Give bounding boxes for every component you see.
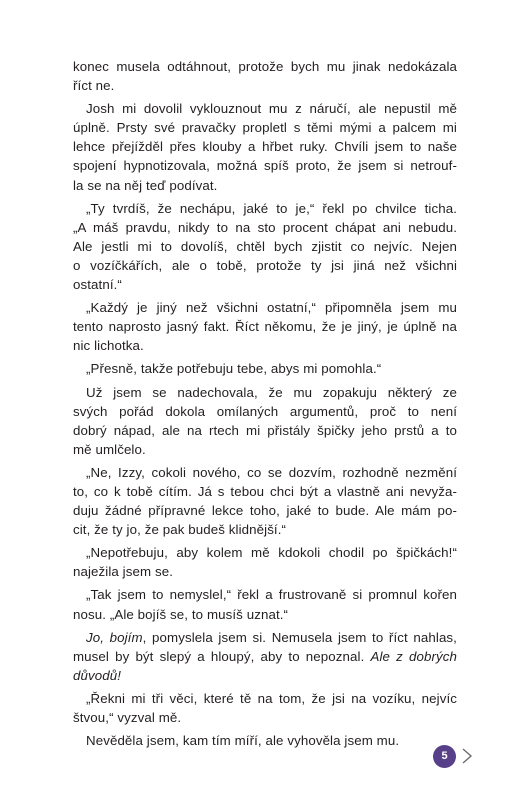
text-line: Nevěděla jsem, kam tím míří, ale vyhověla jsem mu. [86,733,400,749]
text-line: „Každý je jiný než všichni ostatní,“ připomněla jsem mu [86,300,457,316]
paragraph [73,543,457,581]
book-page-text [73,57,457,750]
text-line: úplně. Prsty své pravačky propletl s těmi mými a palcem mi [73,120,457,136]
text-line: duju žádné přípravné lekce toho, jaké to bude. Ale mám po- [73,503,457,519]
text-line: spojení hypnotizovala, možná spíš proto, že jsem si netrouf- [73,158,457,174]
text-run: , pomyslela jsem si. Nemusela jsem to říct nahlas, [142,629,457,645]
paragraph [73,731,457,750]
italic-text: důvodů! [73,667,122,683]
paragraph [73,463,457,539]
text-line: „Tak jsem to nemyslel,“ řekl a frustrovaně si promnul kořen [86,587,457,603]
text-line: „A máš pravdu, nikdy to na sto procent chápat ani nebudu. [73,219,457,235]
text-line: cit, že ty jo, že pak budeš klidnější.“ [73,522,287,538]
text-line: nic lichotka. [73,338,144,354]
paragraph [73,585,457,623]
page-navigation [433,744,483,768]
text-line: dobrý nápad, ale na rtech mi přistály špičky jeho prstů a to [73,422,457,438]
paragraph [73,383,457,459]
paragraph [73,628,457,685]
text-line: svých pořád dokola omílaných argumentů, proč to není [73,403,457,419]
text-line: la se na něj teď podívat. [73,177,218,193]
text-line: říct ne. [73,78,115,94]
paragraph [73,57,457,95]
paragraph [73,199,457,294]
text-line: tento naprosto jasný fakt. Říct někomu, že je jiný, je úplně na [73,319,457,335]
text-line [73,628,457,647]
text-line: ostatní.“ [73,277,122,293]
text-line: nosu. „Ale bojíš se, to musíš uznat.“ [73,606,289,622]
text-line: Josh mi dovolil vyklouznout mu z náručí, ale nepustil mě [86,101,457,117]
text-line: Už jsem se nadechovala, že mu zopakuju některý ze [86,384,457,400]
text-line: „Přesně, takže potřebuju tebe, abys mi pomohla.“ [86,361,382,377]
text-line: mě umlčelo. [73,441,146,457]
italic-text: Jo, bojím [86,629,143,645]
text-line: „Řekni mi tři věci, které tě na tom, že jsi na vozíku, nejvíc [86,690,457,706]
text-line: štvou,“ vyzval mě. [73,710,182,725]
text-line: lehce přejížděl přes klouby a hřbet ruky. Chvíli jsem to naše [73,139,457,155]
text-line: Ale jestli mi to dovolíš, chtěl bych zjistit co nejvíc. Nejen [73,238,457,254]
text-line [73,666,457,685]
paragraph [73,689,457,727]
text-line: „Ne, Izzy, cokoli nového, co se dozvím, rozhodně nezmění [86,464,457,480]
page-number-badge: 5 [433,745,456,768]
paragraph [73,298,457,355]
text-run: musel by být slepý a hloupý, aby to nepoznal. [73,648,371,664]
chevron-right-icon[interactable] [461,748,473,764]
text-line: naježila jsem se. [73,564,173,580]
text-line: „Ty tvrdíš, že nechápu, jaké to je,“ řekl po chvilce ticha. [86,200,457,216]
paragraph [73,99,457,194]
text-line: konec musela odtáhnout, protože bych mu jinak nedokázala [73,59,457,74]
text-line [73,647,457,666]
paragraph [73,359,457,378]
text-line: o vozíčkářích, ale o tobě, protože ty jsi jiná než všichni [73,257,457,273]
italic-text: Ale z dobrých [370,648,457,664]
text-line: to, co k tobě cítím. Já s tebou chci být a vlastně ani nevyža- [73,483,457,499]
text-line: „Nepotřebuju, aby kolem mě kdokoli chodil po špičkách!“ [86,545,457,561]
